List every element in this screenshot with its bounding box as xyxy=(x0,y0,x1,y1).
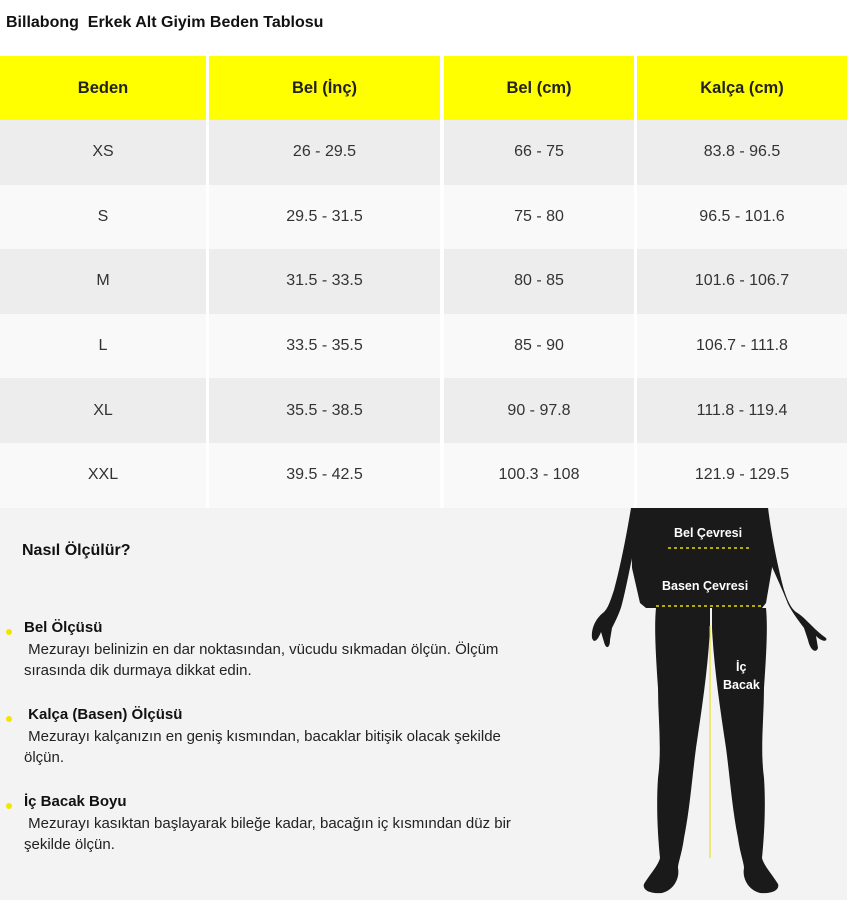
measure-item-title: Bel Ölçüsü xyxy=(24,619,103,636)
hip-cm-cell: 83.8 - 96.5 xyxy=(637,120,847,185)
waist-cm-cell: 80 - 85 xyxy=(444,249,634,314)
waist-inch-cell: 31.5 - 33.5 xyxy=(209,249,440,314)
size-cell: XS xyxy=(0,120,206,185)
waist-cm-cell: 66 - 75 xyxy=(444,120,634,185)
table-row xyxy=(0,443,847,508)
table-row xyxy=(0,378,847,443)
header-cell-waist-inch: Bel (İnç) xyxy=(209,56,440,120)
size-cell: XXL xyxy=(0,443,206,508)
waist-cm-cell: 90 - 97.8 xyxy=(444,378,634,443)
table-row xyxy=(0,185,847,250)
waist-label: Bel Çevresi xyxy=(674,526,743,540)
size-cell: XL xyxy=(0,378,206,443)
body-silhouette-figure xyxy=(586,508,836,900)
table-row xyxy=(0,249,847,314)
inseam-label-line1: İç xyxy=(736,660,747,674)
size-table xyxy=(0,56,847,508)
measure-item-title: İç Bacak Boyu xyxy=(24,793,127,810)
waist-cm-cell: 100.3 - 108 xyxy=(444,443,634,508)
size-cell: S xyxy=(0,185,206,250)
hip-cm-cell: 106.7 - 111.8 xyxy=(637,314,847,379)
table-header-row xyxy=(0,56,847,120)
header-cell-hip-cm: Kalça (cm) xyxy=(637,56,847,120)
measure-item-desc: Mezurayı kasıktan başlayarak bileğe kadar, bacağın iç kısmından düz bir şekilde ölçün. xyxy=(24,815,516,853)
bullet-icon xyxy=(6,629,12,635)
hip-cm-cell: 111.8 - 119.4 xyxy=(637,378,847,443)
waist-inch-cell: 33.5 - 35.5 xyxy=(209,314,440,379)
hip-cm-cell: 96.5 - 101.6 xyxy=(637,185,847,250)
waist-cm-cell: 75 - 80 xyxy=(444,185,634,250)
measure-item-desc: Mezurayı belinizin en dar noktasından, vücudu sıkmadan ölçün. Ölçüm sırasında dik durmaya dikkat edin. xyxy=(24,641,503,679)
size-cell: M xyxy=(0,249,206,314)
body-silhouette-icon xyxy=(586,508,836,900)
waist-inch-cell: 29.5 - 31.5 xyxy=(209,185,440,250)
waist-inch-cell: 39.5 - 42.5 xyxy=(209,443,440,508)
hip-cm-cell: 101.6 - 106.7 xyxy=(637,249,847,314)
header-cell-size: Beden xyxy=(0,56,206,120)
measure-item-title: Kalça (Basen) Ölçüsü xyxy=(24,706,183,723)
how-to-measure-title: Nasıl Ölçülür? xyxy=(22,542,131,559)
table-row xyxy=(0,120,847,185)
bullet-icon xyxy=(6,716,12,722)
hip-label: Basen Çevresi xyxy=(662,579,749,593)
waist-cm-cell: 85 - 90 xyxy=(444,314,634,379)
waist-inch-cell: 35.5 - 38.5 xyxy=(209,378,440,443)
page-title: Billabong Erkek Alt Giyim Beden Tablosu xyxy=(6,14,324,31)
measure-item-desc: Mezurayı kalçanızın en geniş kısmından, bacaklar bitişik olacak şekilde ölçün. xyxy=(24,728,506,766)
header-cell-waist-cm: Bel (cm) xyxy=(444,56,634,120)
waist-inch-cell: 26 - 29.5 xyxy=(209,120,440,185)
size-cell: L xyxy=(0,314,206,379)
bullet-icon xyxy=(6,803,12,809)
hip-cm-cell: 121.9 - 129.5 xyxy=(637,443,847,508)
table-row xyxy=(0,314,847,379)
inseam-label-line2: Bacak xyxy=(723,678,760,692)
